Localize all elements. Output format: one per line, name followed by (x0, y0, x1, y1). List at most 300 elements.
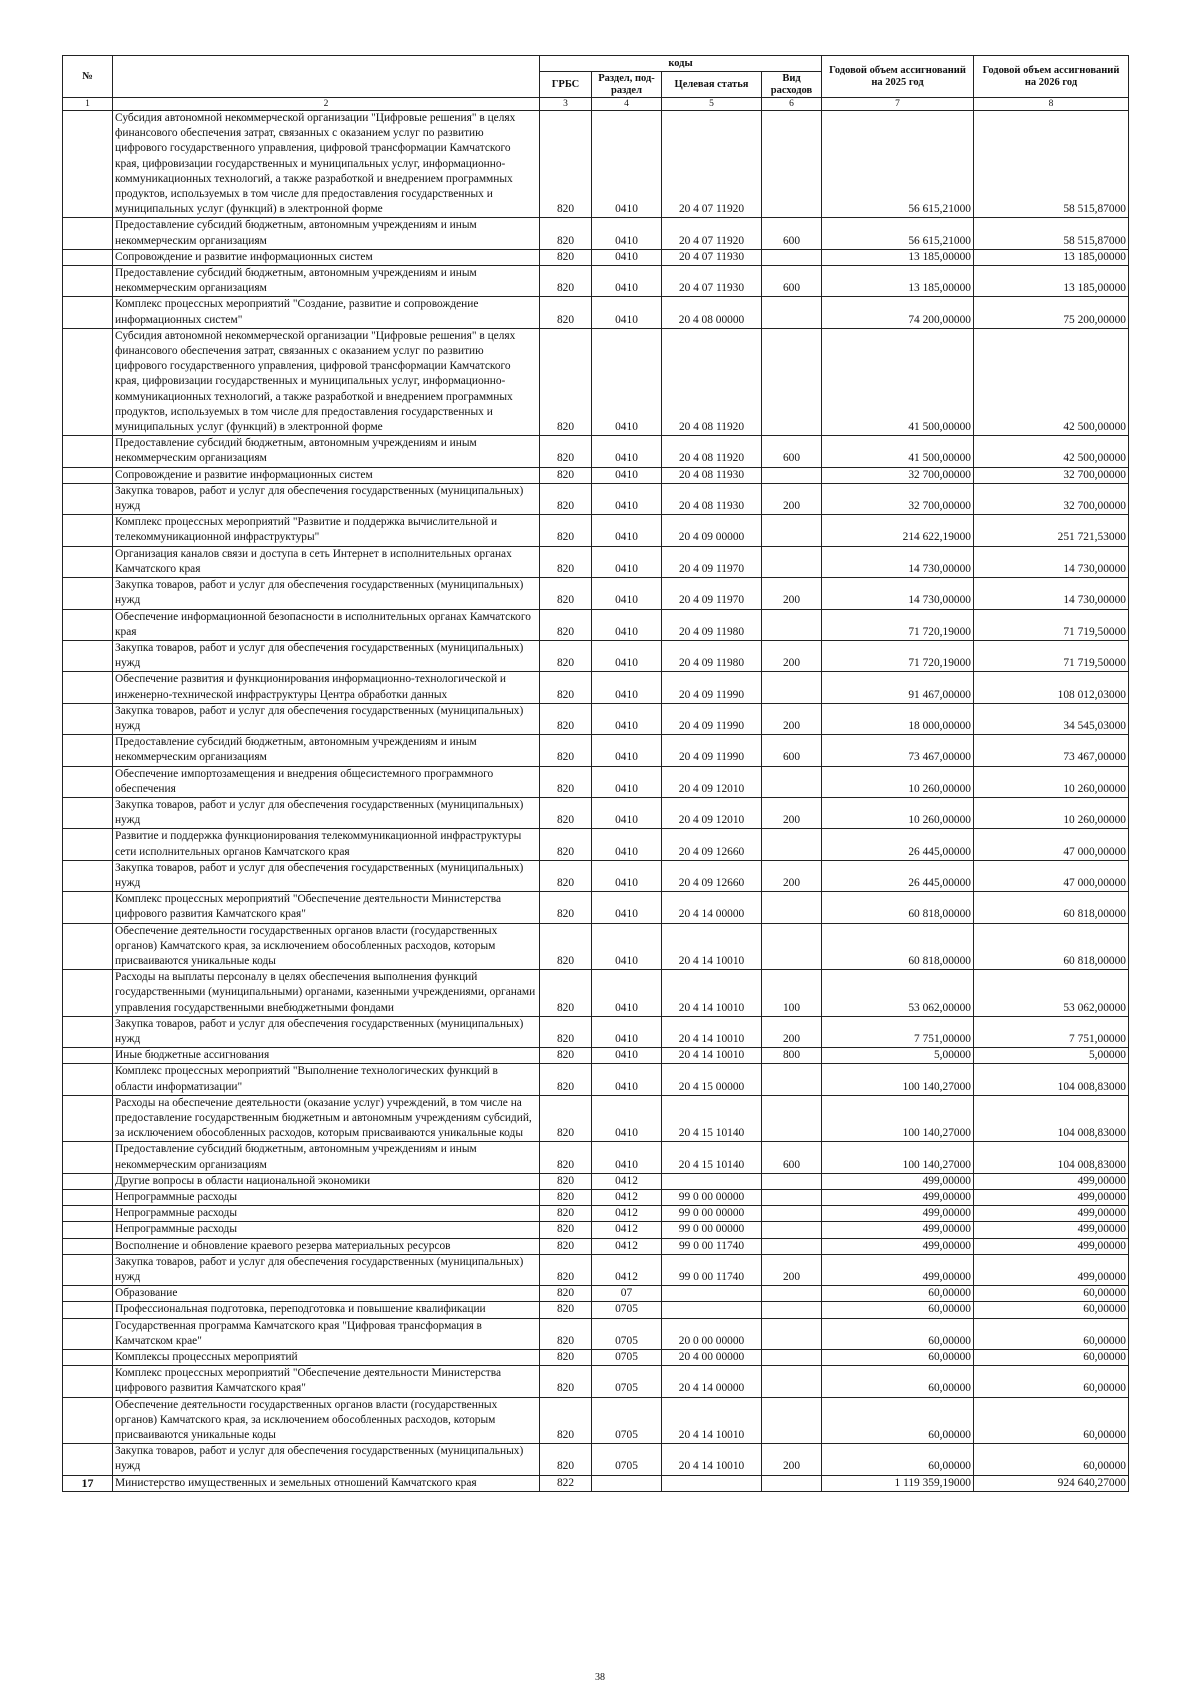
header-year-2026: Годовой объем ассигнований на 2026 год (974, 56, 1129, 98)
table-row (63, 578, 1129, 609)
amount-2025: 214 622,19000 (822, 515, 974, 546)
expense-name: Расходы на обеспечение деятельности (оказание услуг) учреждений, в том числе на предоставление государственным бюджетным и автономным учреждениям субсидий, за исключением обособленных расходов, которым присваиваются уникальные коды (113, 1095, 540, 1142)
amount-2025: 499,00000 (822, 1254, 974, 1285)
expense-name: Закупка товаров, работ и услуг для обеспечения государственных (муниципальных) нужд (113, 797, 540, 828)
section-code: 0410 (592, 923, 662, 970)
grbs-code: 820 (540, 467, 592, 483)
header-year-2025: Годовой объем ассигнований на 2025 год (822, 56, 974, 98)
expense-name: Организация каналов связи и доступа в сеть Интернет в исполнительных органах Камчатского края (113, 546, 540, 577)
section-code: 0410 (592, 797, 662, 828)
amount-2026: 75 200,00000 (974, 297, 1129, 328)
amount-2025: 14 730,00000 (822, 578, 974, 609)
expense-name: Комплекс процессных мероприятий "Развитие и поддержка вычислительной и телекоммуникационной инфраструктуры" (113, 515, 540, 546)
target-article-code: 20 4 07 11920 (662, 111, 762, 218)
amount-2026: 13 185,00000 (974, 266, 1129, 297)
table-row (63, 436, 1129, 467)
row-number (63, 703, 113, 734)
amount-2026: 32 700,00000 (974, 483, 1129, 514)
expense-type-code: 100 (762, 970, 822, 1017)
table-row (63, 892, 1129, 923)
amount-2026: 60 818,00000 (974, 892, 1129, 923)
grbs-code: 820 (540, 1016, 592, 1047)
expense-type-code (762, 467, 822, 483)
target-article-code: 20 4 09 12010 (662, 766, 762, 797)
table-row (63, 797, 1129, 828)
target-article-code: 20 4 14 10010 (662, 1048, 762, 1064)
target-article-code (662, 1302, 762, 1318)
amount-2026: 104 008,83000 (974, 1095, 1129, 1142)
expense-name: Закупка товаров, работ и услуг для обеспечения государственных (муниципальных) нужд (113, 578, 540, 609)
grbs-code: 820 (540, 923, 592, 970)
amount-2025: 7 751,00000 (822, 1016, 974, 1047)
section-code: 0410 (592, 467, 662, 483)
target-article-code: 20 4 15 10140 (662, 1095, 762, 1142)
amount-2025: 32 700,00000 (822, 483, 974, 514)
target-article-code: 20 4 09 11990 (662, 703, 762, 734)
expense-name: Сопровождение и развитие информационных систем (113, 249, 540, 265)
amount-2025: 41 500,00000 (822, 436, 974, 467)
row-number (63, 436, 113, 467)
table-row (63, 1318, 1129, 1349)
row-number (63, 1173, 113, 1189)
budget-table-page (62, 55, 1128, 1492)
amount-2025: 499,00000 (822, 1222, 974, 1238)
expense-name: Закупка товаров, работ и услуг для обеспечения государственных (муниципальных) нужд (113, 860, 540, 891)
target-article-code: 20 4 09 11990 (662, 735, 762, 766)
grbs-code: 820 (540, 860, 592, 891)
target-article-code: 20 0 00 00000 (662, 1318, 762, 1349)
amount-2026: 73 467,00000 (974, 735, 1129, 766)
expense-type-code: 200 (762, 1016, 822, 1047)
amount-2025: 56 615,21000 (822, 111, 974, 218)
amount-2026: 924 640,27000 (974, 1475, 1129, 1491)
amount-2026: 10 260,00000 (974, 766, 1129, 797)
amount-2025: 73 467,00000 (822, 735, 974, 766)
expense-type-code (762, 1173, 822, 1189)
target-article-code (662, 1286, 762, 1302)
section-code: 0410 (592, 436, 662, 467)
grbs-code: 820 (540, 483, 592, 514)
grbs-code: 820 (540, 1366, 592, 1397)
header-number: № (63, 56, 113, 98)
grbs-code: 820 (540, 578, 592, 609)
grbs-code: 820 (540, 672, 592, 703)
table-row (63, 266, 1129, 297)
column-numbers-row (63, 98, 1129, 111)
table-row (63, 1444, 1129, 1475)
section-code: 0410 (592, 111, 662, 218)
grbs-code: 820 (540, 1206, 592, 1222)
amount-2025: 60 818,00000 (822, 923, 974, 970)
table-row (63, 1254, 1129, 1285)
expense-type-code (762, 609, 822, 640)
expense-name: Развитие и поддержка функционирования телекоммуникационной инфраструктуры сети исполнительных органов Камчатского края (113, 829, 540, 860)
row-number (63, 923, 113, 970)
amount-2026: 60,00000 (974, 1444, 1129, 1475)
header-target-article: Целевая статья (662, 72, 762, 98)
column-number: 3 (540, 98, 592, 111)
table-row (63, 1206, 1129, 1222)
table-row (63, 735, 1129, 766)
grbs-code: 820 (540, 1302, 592, 1318)
section-code: 0410 (592, 672, 662, 703)
row-number (63, 218, 113, 249)
grbs-code: 820 (540, 111, 592, 218)
row-number (63, 578, 113, 609)
grbs-code: 820 (540, 1064, 592, 1095)
row-number (63, 1444, 113, 1475)
amount-2025: 499,00000 (822, 1173, 974, 1189)
amount-2026: 60,00000 (974, 1366, 1129, 1397)
target-article-code: 20 4 08 11920 (662, 328, 762, 435)
amount-2025: 26 445,00000 (822, 829, 974, 860)
table-body (63, 111, 1129, 1492)
section-code: 0410 (592, 640, 662, 671)
section-code: 0412 (592, 1206, 662, 1222)
expense-type-code (762, 1475, 822, 1491)
amount-2025: 10 260,00000 (822, 797, 974, 828)
expense-name: Обеспечение деятельности государственных органов власти (государственных органов) Камчатского края, за исключением обособленных расходов, которым присваиваются уникальные коды (113, 923, 540, 970)
row-number (63, 328, 113, 435)
expense-name: Закупка товаров, работ и услуг для обеспечения государственных (муниципальных) нужд (113, 703, 540, 734)
amount-2025: 60,00000 (822, 1444, 974, 1475)
amount-2025: 100 140,27000 (822, 1142, 974, 1173)
section-code: 0410 (592, 297, 662, 328)
row-number (63, 829, 113, 860)
amount-2025: 499,00000 (822, 1238, 974, 1254)
amount-2025: 100 140,27000 (822, 1095, 974, 1142)
expense-name: Профессиональная подготовка, переподготовка и повышение квалификации (113, 1302, 540, 1318)
expense-name: Другие вопросы в области национальной экономики (113, 1173, 540, 1189)
table-row (63, 328, 1129, 435)
section-code: 07 (592, 1286, 662, 1302)
row-number (63, 297, 113, 328)
target-article-code: 99 0 00 11740 (662, 1254, 762, 1285)
table-row (63, 515, 1129, 546)
amount-2026: 34 545,03000 (974, 703, 1129, 734)
grbs-code: 820 (540, 266, 592, 297)
target-article-code: 20 4 15 00000 (662, 1064, 762, 1095)
amount-2026: 42 500,00000 (974, 436, 1129, 467)
amount-2026: 60,00000 (974, 1397, 1129, 1444)
expense-name: Непрограммные расходы (113, 1222, 540, 1238)
table-row (63, 1222, 1129, 1238)
row-number (63, 892, 113, 923)
section-code: 0705 (592, 1444, 662, 1475)
amount-2026: 53 062,00000 (974, 970, 1129, 1017)
section-code: 0410 (592, 735, 662, 766)
row-number: 17 (63, 1475, 113, 1491)
table-row (63, 1397, 1129, 1444)
section-code: 0412 (592, 1190, 662, 1206)
expense-name: Образование (113, 1286, 540, 1302)
expense-type-code: 200 (762, 860, 822, 891)
expense-type-code: 200 (762, 797, 822, 828)
amount-2025: 56 615,21000 (822, 218, 974, 249)
target-article-code: 20 4 07 11930 (662, 249, 762, 265)
amount-2026: 499,00000 (974, 1173, 1129, 1189)
section-code: 0410 (592, 1064, 662, 1095)
amount-2025: 41 500,00000 (822, 328, 974, 435)
grbs-code: 822 (540, 1475, 592, 1491)
column-number: 2 (113, 98, 540, 111)
target-article-code: 20 4 08 11930 (662, 483, 762, 514)
target-article-code: 20 4 09 11970 (662, 578, 762, 609)
header-name (113, 56, 540, 98)
amount-2026: 104 008,83000 (974, 1142, 1129, 1173)
amount-2026: 499,00000 (974, 1254, 1129, 1285)
amount-2025: 60,00000 (822, 1397, 974, 1444)
amount-2025: 74 200,00000 (822, 297, 974, 328)
expense-name: Обеспечение информационной безопасности в исполнительных органах Камчатского края (113, 609, 540, 640)
target-article-code: 20 4 14 10010 (662, 923, 762, 970)
target-article-code: 20 4 09 11990 (662, 672, 762, 703)
grbs-code: 820 (540, 1190, 592, 1206)
expense-name: Комплекс процессных мероприятий "Выполнение технологических функций в области информатизации" (113, 1064, 540, 1095)
target-article-code: 20 4 14 10010 (662, 970, 762, 1017)
section-code: 0410 (592, 515, 662, 546)
grbs-code: 820 (540, 970, 592, 1017)
row-number (63, 860, 113, 891)
row-number (63, 1095, 113, 1142)
target-article-code: 20 4 15 10140 (662, 1142, 762, 1173)
amount-2026: 60,00000 (974, 1286, 1129, 1302)
grbs-code: 820 (540, 703, 592, 734)
amount-2026: 32 700,00000 (974, 467, 1129, 483)
expense-name: Предоставление субсидий бюджетным, автономным учреждениям и иным некоммерческим организациям (113, 735, 540, 766)
expense-type-code (762, 1350, 822, 1366)
section-code: 0410 (592, 1048, 662, 1064)
section-code: 0705 (592, 1318, 662, 1349)
expense-type-code (762, 111, 822, 218)
table-row (63, 467, 1129, 483)
amount-2026: 60,00000 (974, 1350, 1129, 1366)
table-row (63, 1350, 1129, 1366)
grbs-code: 820 (540, 1397, 592, 1444)
grbs-code: 820 (540, 829, 592, 860)
expense-name: Предоставление субсидий бюджетным, автономным учреждениям и иным некоммерческим организациям (113, 1142, 540, 1173)
grbs-code: 820 (540, 1254, 592, 1285)
expense-type-code: 200 (762, 1254, 822, 1285)
amount-2026: 47 000,00000 (974, 829, 1129, 860)
table-row (63, 609, 1129, 640)
row-number (63, 1142, 113, 1173)
amount-2026: 60,00000 (974, 1318, 1129, 1349)
expense-name: Государственная программа Камчатского края "Цифровая трансформация в Камчатском крае" (113, 1318, 540, 1349)
section-code: 0410 (592, 483, 662, 514)
target-article-code: 20 4 09 11970 (662, 546, 762, 577)
expense-name: Комплекс процессных мероприятий "Обеспечение деятельности Министерства цифрового развития Камчатского края" (113, 892, 540, 923)
expense-type-code (762, 1190, 822, 1206)
page-number: 38 (595, 1672, 605, 1683)
target-article-code (662, 1475, 762, 1491)
row-number (63, 609, 113, 640)
table-row (63, 640, 1129, 671)
column-number: 1 (63, 98, 113, 111)
expense-name: Иные бюджетные ассигнования (113, 1048, 540, 1064)
row-number (63, 797, 113, 828)
expense-type-code (762, 1397, 822, 1444)
amount-2025: 60,00000 (822, 1318, 974, 1349)
grbs-code: 820 (540, 1286, 592, 1302)
row-number (63, 546, 113, 577)
expense-type-code (762, 923, 822, 970)
expense-type-code (762, 515, 822, 546)
expense-type-code (762, 766, 822, 797)
row-number (63, 1302, 113, 1318)
table-row (63, 860, 1129, 891)
amount-2025: 499,00000 (822, 1206, 974, 1222)
row-number (63, 1286, 113, 1302)
grbs-code: 820 (540, 1444, 592, 1475)
expense-type-code: 200 (762, 578, 822, 609)
row-number (63, 1064, 113, 1095)
table-row (63, 1475, 1129, 1491)
amount-2025: 60,00000 (822, 1350, 974, 1366)
row-number (63, 1366, 113, 1397)
amount-2025: 13 185,00000 (822, 249, 974, 265)
row-number (63, 467, 113, 483)
target-article-code: 20 4 14 00000 (662, 1366, 762, 1397)
section-code: 0410 (592, 892, 662, 923)
table-row (63, 672, 1129, 703)
row-number (63, 1397, 113, 1444)
grbs-code: 820 (540, 1142, 592, 1173)
grbs-code: 820 (540, 892, 592, 923)
grbs-code: 820 (540, 609, 592, 640)
expense-name: Восполнение и обновление краевого резерва материальных ресурсов (113, 1238, 540, 1254)
amount-2026: 7 751,00000 (974, 1016, 1129, 1047)
row-number (63, 266, 113, 297)
table-row (63, 1302, 1129, 1318)
target-article-code: 20 4 09 12010 (662, 797, 762, 828)
amount-2025: 60 818,00000 (822, 892, 974, 923)
expense-name: Комплекс процессных мероприятий "Создание, развитие и сопровождение информационных систем" (113, 297, 540, 328)
grbs-code: 820 (540, 640, 592, 671)
target-article-code: 20 4 09 12660 (662, 829, 762, 860)
column-number: 6 (762, 98, 822, 111)
expense-type-code (762, 249, 822, 265)
grbs-code: 820 (540, 1350, 592, 1366)
expense-type-code: 600 (762, 735, 822, 766)
expense-name: Обеспечение импортозамещения и внедрения общесистемного программного обеспечения (113, 766, 540, 797)
section-code: 0705 (592, 1302, 662, 1318)
amount-2026: 13 185,00000 (974, 249, 1129, 265)
table-row (63, 483, 1129, 514)
expense-name: Непрограммные расходы (113, 1190, 540, 1206)
expense-type-code: 600 (762, 1142, 822, 1173)
expense-type-code: 600 (762, 218, 822, 249)
grbs-code: 820 (540, 1222, 592, 1238)
section-code: 0410 (592, 829, 662, 860)
amount-2025: 71 720,19000 (822, 609, 974, 640)
amount-2026: 71 719,50000 (974, 609, 1129, 640)
target-article-code: 20 4 14 00000 (662, 892, 762, 923)
column-number: 7 (822, 98, 974, 111)
row-number (63, 766, 113, 797)
expense-type-code (762, 1095, 822, 1142)
row-number (63, 1318, 113, 1349)
target-article-code: 20 4 09 11980 (662, 609, 762, 640)
section-code: 0410 (592, 266, 662, 297)
expense-type-code (762, 1222, 822, 1238)
section-code: 0705 (592, 1397, 662, 1444)
expense-name: Предоставление субсидий бюджетным, автономным учреждениям и иным некоммерческим организациям (113, 218, 540, 249)
table-row (63, 546, 1129, 577)
target-article-code: 20 4 09 00000 (662, 515, 762, 546)
section-code: 0410 (592, 703, 662, 734)
section-code: 0412 (592, 1238, 662, 1254)
table-row (63, 1095, 1129, 1142)
grbs-code: 820 (540, 766, 592, 797)
grbs-code: 820 (540, 797, 592, 828)
table-row (63, 766, 1129, 797)
expense-type-code (762, 297, 822, 328)
grbs-code: 820 (540, 546, 592, 577)
grbs-code: 820 (540, 735, 592, 766)
amount-2026: 58 515,87000 (974, 111, 1129, 218)
section-code: 0410 (592, 218, 662, 249)
section-code: 0410 (592, 249, 662, 265)
expense-type-code (762, 892, 822, 923)
expense-type-code: 200 (762, 640, 822, 671)
table-row (63, 970, 1129, 1017)
table-row (63, 1286, 1129, 1302)
expense-type-code (762, 1302, 822, 1318)
expense-name: Непрограммные расходы (113, 1206, 540, 1222)
expense-type-code (762, 1286, 822, 1302)
grbs-code: 820 (540, 1095, 592, 1142)
section-code: 0705 (592, 1366, 662, 1397)
section-code: 0410 (592, 609, 662, 640)
row-number (63, 735, 113, 766)
grbs-code: 820 (540, 1318, 592, 1349)
amount-2026: 499,00000 (974, 1206, 1129, 1222)
expense-name: Расходы на выплаты персоналу в целях обеспечения выполнения функций государственными (муниципальными) органами, казенными учреждениями, органами управления государственными внебюджетными фондами (113, 970, 540, 1017)
section-code (592, 1475, 662, 1491)
row-number (63, 515, 113, 546)
row-number (63, 1222, 113, 1238)
expense-type-code: 600 (762, 436, 822, 467)
expense-type-code (762, 328, 822, 435)
expense-name: Закупка товаров, работ и услуг для обеспечения государственных (муниципальных) нужд (113, 1444, 540, 1475)
row-number (63, 111, 113, 218)
table-row (63, 703, 1129, 734)
amount-2026: 14 730,00000 (974, 546, 1129, 577)
table-row (63, 1016, 1129, 1047)
table-row (63, 249, 1129, 265)
amount-2026: 108 012,03000 (974, 672, 1129, 703)
expense-name: Закупка товаров, работ и услуг для обеспечения государственных (муниципальных) нужд (113, 1254, 540, 1285)
header-grbs: ГРБС (540, 72, 592, 98)
grbs-code: 820 (540, 1173, 592, 1189)
amount-2025: 10 260,00000 (822, 766, 974, 797)
amount-2025: 32 700,00000 (822, 467, 974, 483)
amount-2026: 499,00000 (974, 1238, 1129, 1254)
grbs-code: 820 (540, 328, 592, 435)
amount-2026: 58 515,87000 (974, 218, 1129, 249)
target-article-code: 99 0 00 00000 (662, 1206, 762, 1222)
amount-2026: 499,00000 (974, 1190, 1129, 1206)
row-number (63, 483, 113, 514)
expense-type-code (762, 1318, 822, 1349)
section-code: 0410 (592, 546, 662, 577)
row-number (63, 1190, 113, 1206)
grbs-code: 820 (540, 297, 592, 328)
section-code: 0410 (592, 1095, 662, 1142)
section-code: 0410 (592, 1142, 662, 1173)
row-number (63, 1238, 113, 1254)
